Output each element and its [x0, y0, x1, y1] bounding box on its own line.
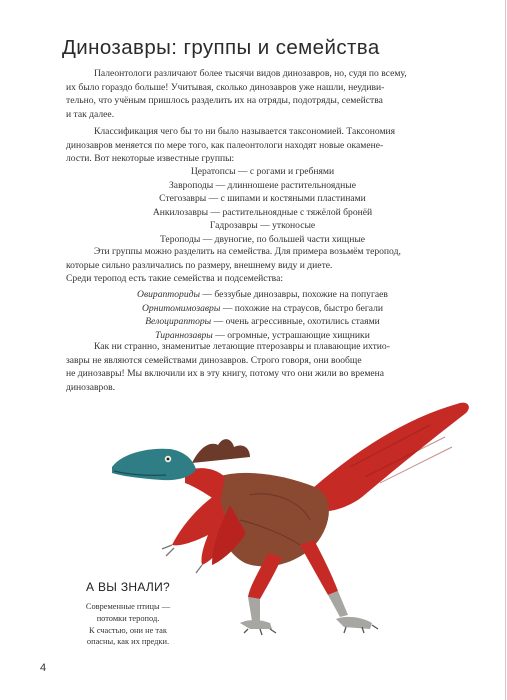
- intro-paragraph-2: [66, 125, 425, 166]
- text-line: Современные птицы —: [85, 602, 171, 611]
- text-line: Эти группы можно разделить на семейства. Для примера возьмём теропод,: [94, 246, 401, 257]
- text-line: лости. Вот некоторые известные группы:: [66, 153, 235, 165]
- neck-mane: [192, 439, 250, 463]
- theropods-paragraph: [66, 245, 425, 286]
- theropod-families-list: [90, 288, 435, 342]
- did-you-know-box: [78, 580, 178, 648]
- text-line: опасны, как их предки.: [86, 637, 170, 647]
- group-item: Гадрозавры — утконосые: [209, 220, 316, 232]
- text-line: Среди теропод есть такие семейства и подсемейства:: [66, 273, 284, 285]
- text-line: К счастью, они не так: [89, 625, 167, 635]
- family-name: Орнитомимозавры: [141, 302, 221, 314]
- group-item: Тероподы — двуногие, по большей части хищные: [159, 233, 366, 245]
- right-thigh: [300, 540, 338, 595]
- family-desc: — беззубые динозавры, похожие на попугаев: [199, 289, 388, 300]
- did-you-know-text: [78, 601, 178, 648]
- family-desc: — похожие на страусов, быстро бегали: [220, 302, 384, 314]
- text-line: тельно, что учёным пришлось разделить их на отряды, подотряды, семейства: [66, 95, 383, 107]
- left-leg: [248, 597, 260, 621]
- text-line: их было гораздо больше! Учитывая, сколько динозавров уже нашли, неудиви-: [66, 81, 385, 93]
- family-item: [90, 315, 435, 329]
- left-foot: [240, 620, 272, 629]
- group-item: Стегозавры — с шипами и костяными пластинами: [159, 193, 366, 205]
- text-line: и так далее.: [66, 108, 115, 120]
- family-item: [90, 288, 435, 302]
- text-line: динозавров меняется по мере того, как палеонтологи находят новые окамене-: [66, 139, 384, 151]
- dinosaur-groups-list: [90, 165, 435, 247]
- text-line: Как ни странно, знаменитые летающие птерозавры и плавающие ихтио-: [94, 341, 390, 352]
- page-number: 4: [40, 662, 47, 674]
- right-leg: [328, 591, 348, 617]
- family-name: Велоцирапторы: [145, 316, 212, 328]
- text-line: которые сильно различались по размеру, внешнему виду и диете.: [66, 259, 333, 271]
- family-desc: — огромные, устрашающие хищники: [212, 329, 370, 341]
- family-name: Овирапториды: [137, 289, 200, 300]
- intro-paragraph-1: [66, 67, 425, 121]
- text-line: Классификация чего бы то ни было называется таксономией. Таксономия: [94, 126, 396, 137]
- group-item: Цератопсы — с рогами и гребнями: [190, 166, 335, 177]
- text-line: завры не являются семействами динозавров. Строго говоря, они вообще: [66, 354, 362, 366]
- text-line: Палеонтологи различают более тысячи видов динозавров, но, судя по всему,: [94, 68, 407, 79]
- tail-feathers: [305, 403, 469, 512]
- right-foot: [336, 617, 372, 629]
- family-desc: — очень агрессивные, охотились стаями: [211, 316, 380, 328]
- family-name: Тираннозавры: [155, 329, 213, 341]
- group-item: Анкилозавры — растительноядные с тяжёлой бронёй: [152, 206, 373, 218]
- page-title: Динозавры: группы и семейства: [62, 36, 380, 59]
- text-line: динозавров.: [66, 381, 116, 393]
- page-edge-divider: [505, 0, 506, 700]
- group-item: Завроподы — длинношеие растительноядные: [169, 179, 356, 191]
- text-line: потомки теропод.: [96, 613, 160, 623]
- family-item: [90, 302, 435, 316]
- text-line: не динозавры! Мы включили их в эту книгу, потому что они жили во времена: [66, 368, 385, 380]
- did-you-know-title: А ВЫ ЗНАЛИ?: [86, 580, 170, 594]
